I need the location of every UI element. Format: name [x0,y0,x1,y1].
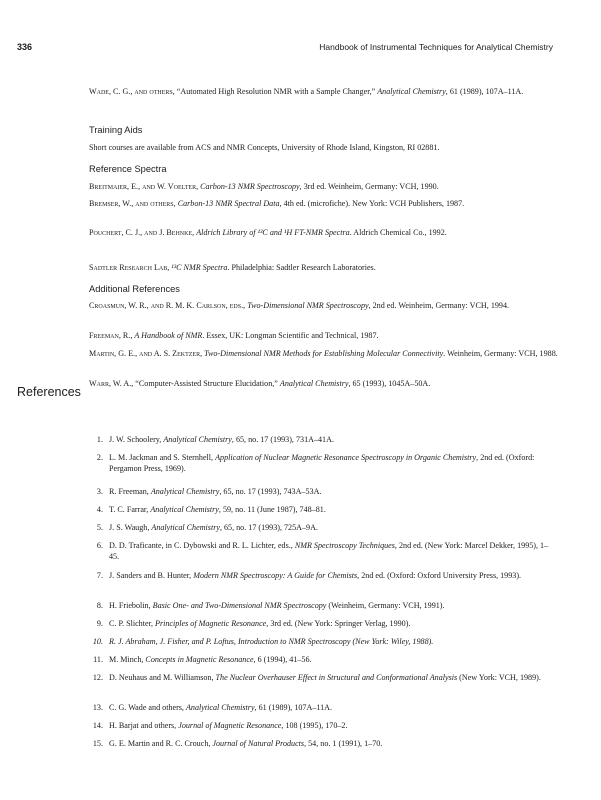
reference-details: , 3rd ed. (New York: Springer Verlag, 1990). [266,619,411,628]
reference-source: Analytical Chemistry [151,523,220,532]
reference-item [89,600,551,611]
reference-item [89,452,551,474]
reference-item [89,486,551,497]
entry-title: “Automated High Resolution NMR with a Sample Changer,” [176,87,376,96]
list-item: Bremser, W., and others, Carbon-13 NMR Spectral Data, 4th ed. (microfiche). New York: VCH Publishers, 1987. [89,199,465,208]
reference-item [89,618,551,629]
reference-item [89,504,551,515]
reference-source: Application of Nuclear Magnetic Resonance Spectroscopy in Organic Chemistry [215,453,477,462]
reference-number: 4. [96,505,103,514]
reference-authors: H. Friebolin, [109,601,153,610]
reference-source: Analytical Chemistry [150,487,220,496]
entry-title: “Computer-Assisted Structure Elucidation,” [135,379,280,388]
reference-authors: D. D. Traficante, in C. Dybowski and R. L. Lichter, eds., [109,541,295,550]
running-title: Handbook of Instrumental Techniques for Analytical Chemistry [319,42,553,52]
entry-rest: . Weinheim, Germany: VCH, 1988. [443,349,558,358]
reference-details: , 61 (1989), 107A–11A. [254,703,333,712]
reference-details: , 65, no. 17 (1993), 725A–9A. [219,523,318,532]
additional-references-heading: Additional References [89,284,180,294]
reference-details: (New York: VCH, 1989). [457,673,541,682]
reference-authors: H. Barjat and others, [109,721,179,730]
reference-authors: J. Sanders and B. Hunter, [109,571,194,580]
entry-rest: . Philadelphia: Sadtler Research Laboratories. [227,263,376,272]
reference-details: (New York: Wiley, 1988). [350,637,434,646]
reference-number: 8. [96,601,103,610]
reference-source: Principles of Magnetic Resonance [155,619,267,628]
entry-title: A Handbook of NMR [134,331,203,340]
reference-details: , 54, no. 1 (1991), 1–70. [304,739,383,748]
list-item: Pouchert, C. J., and J. Behnke, Aldrich Library of ¹³C and ¹H FT-NMR Spectra. Aldrich Chemical Co., 1992. [89,228,447,237]
reference-number: 7. [96,571,103,580]
entry-rest: . Essex, UK: Longman Scientific and Technical, 1987. [202,331,379,340]
entry-journal: Analytical Chemistry [377,87,446,96]
entry-rest: , 4th ed. (microfiche). New York: VCH Publishers, 1987. [279,199,465,208]
reference-details: , 65, no. 17 (1993), 743A–53A. [219,487,322,496]
reference-authors: T. C. Farrar, [109,505,151,514]
reference-item [89,672,551,683]
entry-authors: Sadtler Research Lab [89,263,168,272]
entry-authors: Martin, G. E., and A. S. Zektzer [89,349,201,358]
reference-item [89,738,551,749]
reference-source: The Nuclear Overhauser Effect in Structural and Conformational Analysis [215,673,458,682]
entry-rest: , 2nd ed. Weinheim, Germany: VCH, 1994. [368,301,510,310]
reference-item [89,570,551,581]
reference-authors: M. Minch, [109,655,146,664]
list-item: Sadtler Research Lab, ¹³C NMR Spectra. Philadelphia: Sadtler Research Laboratories. [89,263,376,272]
reference-source: Analytical Chemistry [163,435,232,444]
reference-number: 1. [96,435,103,444]
entry-authors: Wade, C. G., and others [89,87,173,96]
reference-item [89,540,551,562]
entry-authors: Freeman, R. [89,331,131,340]
reference-details: , 65, no. 17 (1993), 731A–41A. [231,435,334,444]
reference-source: Basic One- and Two-Dimensional NMR Spectroscopy [152,601,327,610]
reference-details: , 2nd ed. (Oxford: Pergamon Press, 1969). [109,453,535,474]
references-heading: References [17,385,81,399]
reference-authors: D. Neuhaus and M. Williamson, [109,673,216,682]
list-item: Martin, G. E., and A. S. Zektzer, Two-Dimensional NMR Methods for Establishing Molecular Connectivity. Weinheim, Germany: VCH, 1988. [89,349,558,358]
reference-authors: L. M. Jackman and S. Sternhell, [109,453,216,462]
training-aids-text: Short courses are available from ACS and NMR Concepts, University of Rhode Island, Kingston, RI 02881. [89,143,440,152]
page-number: 336 [17,42,33,52]
reference-authors: C. G. Wade and others, [109,703,186,712]
reference-authors: G. E. Martin and R. C. Crouch, [109,739,213,748]
entry-authors: Pouchert, C. J., and J. Behnke [89,228,193,237]
reference-details: , 108 (1995), 170–2. [281,721,348,730]
reference-authors: R. Freeman, [109,487,151,496]
entry-title: ¹³C NMR Spectra [171,263,228,272]
reference-details: , 2nd ed. (New York: Marcel Dekker, 1995), 1–45. [109,541,549,562]
reference-number: 6. [96,541,103,550]
entry-rest: . Aldrich Chemical Co., 1992. [349,228,447,237]
reference-details: , 2nd ed. (Oxford: Oxford University Press, 1993). [357,571,522,580]
reference-number: 10. [92,637,103,646]
reference-number: 9. [96,619,103,628]
reference-item [89,702,551,713]
intro-entry: Wade, C. G., and others, “Automated High Resolution NMR with a Sample Changer,” Analytical Chemistry, 61 (1989), 107A–11A. [89,87,524,96]
entry-rest: , 65 (1993), 1045A–50A. [348,379,431,388]
reference-authors: R. J. Abraham, J. Fisher, and P. Loftus, [109,637,238,646]
reference-details: , 59, no. 11 (June 1987), 748–81. [218,505,326,514]
entry-title: Two-Dimensional NMR Spectroscopy [247,301,369,310]
reference-item [89,522,551,533]
reference-authors: J. S. Waugh, [109,523,152,532]
entry-title: Two-Dimensional NMR Methods for Establishing Molecular Connectivity [204,349,444,358]
reference-source: Journal of Natural Products [212,739,305,748]
training-aids-heading: Training Aids [89,125,143,135]
entry-rest: , 61 (1989), 107A–11A. [445,87,524,96]
reference-item [89,720,551,731]
list-item: Breitmaier, E., and W. Voelter, Carbon-13 NMR Spectroscopy, 3rd ed. Weinheim, Germany: VCH, 1990. [89,182,439,191]
entry-authors: Bremser, W., and others [89,199,174,208]
entry-title: Aldrich Library of ¹³C and ¹H FT-NMR Spectra [196,228,350,237]
reference-source: Analytical Chemistry [185,703,255,712]
reference-number: 14. [92,721,103,730]
entry-title: Carbon-13 NMR Spectroscopy [200,182,300,191]
reference-source: NMR Spectroscopy Techniques [294,541,395,550]
entry-title: Carbon-13 NMR Spectral Data [177,199,280,208]
list-item: Croasmun, W. R., and R. M. K. Carlson, eds., Two-Dimensional NMR Spectroscopy, 2nd ed. Weinheim, Germany: VCH, 1994. [89,301,510,310]
entry-journal: Analytical Chemistry [279,379,349,388]
reference-source: Analytical Chemistry [150,505,219,514]
reference-number: 2. [96,453,103,462]
reference-item [89,434,551,445]
entry-authors: Croasmun, W. R., and R. M. K. Carlson, eds. [89,301,244,310]
reference-source: Modern NMR Spectroscopy: A Guide for Chemists [193,571,358,580]
entry-authors: Warr, W. A. [89,379,132,388]
reference-number: 11. [93,655,103,664]
reference-source: Journal of Magnetic Resonance [178,721,282,730]
reference-authors: J. W. Schoolery, [109,435,164,444]
entry-authors: Breitmaier, E., and W. Voelter [89,182,197,191]
reference-details: , 6 (1994), 41–56. [253,655,312,664]
reference-authors: C. P. Slichter, [109,619,155,628]
reference-spectra-heading: Reference Spectra [89,164,167,174]
reference-item [89,636,551,647]
reference-number: 15. [92,739,103,748]
reference-number: 13. [92,703,103,712]
list-item: Warr, W. A., “Computer-Assisted Structure Elucidation,” Analytical Chemistry, 65 (1993), 1045A–50A. [89,379,431,388]
list-item: Freeman, R., A Handbook of NMR. Essex, UK: Longman Scientific and Technical, 1987. [89,331,379,340]
reference-source: Concepts in Magnetic Resonance [145,655,254,664]
reference-source: Introduction to NMR Spectroscopy [237,637,351,646]
reference-number: 5. [96,523,103,532]
reference-details: (Weinheim, Germany: VCH, 1991). [326,601,445,610]
reference-number: 3. [96,487,103,496]
reference-number: 12. [92,673,103,682]
reference-item [89,654,551,665]
entry-rest: , 3rd ed. Weinheim, Germany: VCH, 1990. [299,182,439,191]
